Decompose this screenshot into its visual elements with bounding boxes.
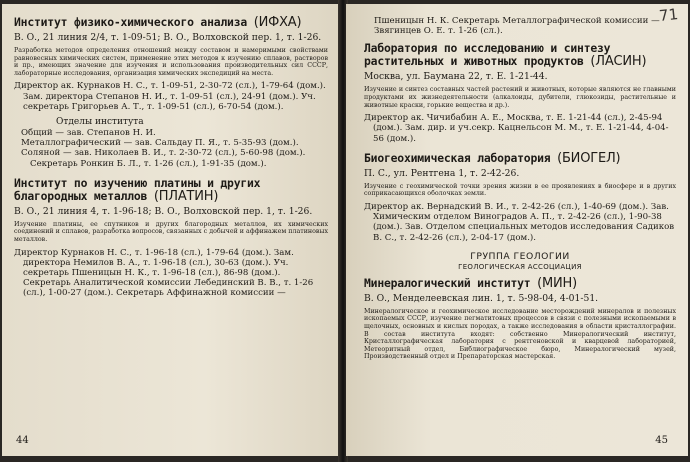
institute-address: В. О., 21 линия 4, т. 1-96-18; В. О., Волховской пер. 1, т. 1-26. [14, 205, 313, 217]
institute-staff: Директор ак. Вернадский В. И., т. 2-42-26 (сл.), 1-40-69 (дом.). Зав. Химическим отделом Виноградов А. П., т. 2-42-26 (сл.), 1-90-38 (дом.). Зав. Отделом специальных методов исследования Садиков В. С., т. 2-42-26 (сл.), 2-04-17 (дом.). [364, 201, 675, 243]
institute-description: Изучение и синтез составных частей растений и животных, которые являются не главными продуктами их жизнедеятельности (алкалоиды, дубители, глюкозиды, растительные и животные краски, горькие вещества и др.). [364, 86, 676, 109]
institute-abbr: (ПЛАТИН) [153, 188, 219, 204]
institute-description: Изучение с геохимической точки зрения жизни в ее проявлениях в биосфере и в других соприкасающихся оболочках земли. [364, 182, 676, 198]
institute-name: Институт физико-химического анализа [14, 15, 248, 29]
institute-abbr: (БИОГЕЛ) [557, 150, 621, 166]
page-right [346, 4, 688, 456]
institute-abbr: (ЛАСИН) [590, 54, 647, 70]
institute-name: Лаборатория по исследованию и синтезу растительных и животных продуктов [364, 41, 611, 69]
institute-title [14, 177, 328, 203]
institute-address: В. О., 21 линия 2/4, т. 1-09-51; В. О., Волховской пер. 1, т. 1-26. [14, 32, 322, 43]
institute-name: Институт по изучению платины и других благородных металлов [14, 175, 261, 203]
institute-description: Изучение платины, ее спутников и других благородных металлов, их химических соединений и сплавов, разработка вопросов, связанных с добычей и аффинажем платиновых металлов. [14, 220, 328, 243]
department-entry: Соляной — зав. Николаев В. И., т. 2-30-72 (сл.), 5-60-98 (дом.). Секретарь Ронкин Б. Л., т. 1-26 (сл.), 1-91-35 (дом.). [21, 148, 306, 169]
institute-title [364, 152, 676, 165]
institute-title [14, 16, 328, 29]
institute-name: Минералогический институт [364, 275, 531, 290]
institute-abbr: (МИН) [537, 275, 577, 291]
department-entry: Металлографический — зав. Сальдау П. Я., т. 5-35-93 (дом.). [21, 138, 299, 149]
group-heading: ГРУППА ГЕОЛОГИИ [470, 250, 570, 262]
department-entry: Общий — зав. Степанов Н. И. [21, 127, 156, 138]
institute-staff: Директор Курнаков Н. С., т. 1-96-18 (сл.), 1-79-64 (дом.). Зам. директора Немилов В. А., т. 1-96-18 (сл.), 30-63 (дом.). Уч. секретарь Пшеницын Н. К., т. 1-96-18 (сл.), 86-98 (дом.). Секретарь Аналитической комиссии Лебединский В. В., т. 1-26 (сл.), 1-00-27 (дом.). Секретарь Аффинажной комиссии — [14, 247, 314, 299]
institute-address: Москва, ул. Баумана 22, т. Е. 1-21-44. [364, 71, 548, 83]
institute-name: Биогеохимическая лаборатория [364, 150, 551, 165]
page-number: 44 [16, 435, 29, 446]
continued-staff: Пшеницын Н. К. Секретарь Металлографической комиссии — Звягинцев О. Е. т. 1-26 (сл.). [374, 16, 660, 37]
institute-address: П. С., ул. Рентгена 1, т. 2-42-26. [364, 167, 520, 179]
institute-description: Разработка методов определения отношений между составом и намеримыми свойствами равновесных химических систем, применение этих методов к изучению сплавов, растворов и пр., имеющих значение для изучения и использования производительных сил СССР, лабораторные исследования, организация химических экспедиций на места. [14, 47, 328, 77]
handwritten-mark: 71 [658, 5, 679, 25]
institute-staff: Директор ак. Чичибабин А. Е., Москва, т. Е. 1-21-44 (сл.), 2-45-94 (дом.). Зам. дир. и уч.секр. Кацнельсон М. М., т. Е. 1-21-44, 4-04-56 (дом.). [364, 113, 669, 144]
departments-heading: Отделы института [56, 116, 144, 127]
institute-description: Минералогическое и геохимическое исследование месторождений минералов и полезных ископаемых СССР, изучение пегматитовых процессов в связи с полезными ископаемыми в щелочных, основных и кислых породах, а также исследования в области кристаллографии. В состав института входят: собственно Минералогический институт, Кристаллографическая лаборатория с рентгеновской и кварцевой лабораторией, Метеоритный отдел, Библиографическое бюро, Минералогический музей, Производственный отдел и Препараторская мастерская. [364, 307, 676, 361]
institute-abbr: (ИФХА) [253, 15, 302, 30]
institute-title [364, 277, 676, 290]
institute-staff: Директор ак. Курнаков Н. С., т. 1-09-51, 2-30-72 (сл.), 1-79-64 (дом.). Зам. директора Степанов Н. И., т. 1-09-51 (сл.), 24-91 (дом.). Уч. секретарь Григорьев А. Т., т. 1-09-51 (сл.), 6-70-54 (дом.). [14, 81, 326, 112]
page-number: 45 [655, 435, 668, 446]
page-left [2, 4, 340, 456]
institute-title [364, 42, 676, 68]
association-heading: ГЕОЛОГИЧЕСКАЯ АССОЦИАЦИЯ [458, 262, 582, 271]
institute-address: В. О., Менделеевская лин. 1, т. 5-98-04, 4-01-51. [364, 292, 599, 304]
